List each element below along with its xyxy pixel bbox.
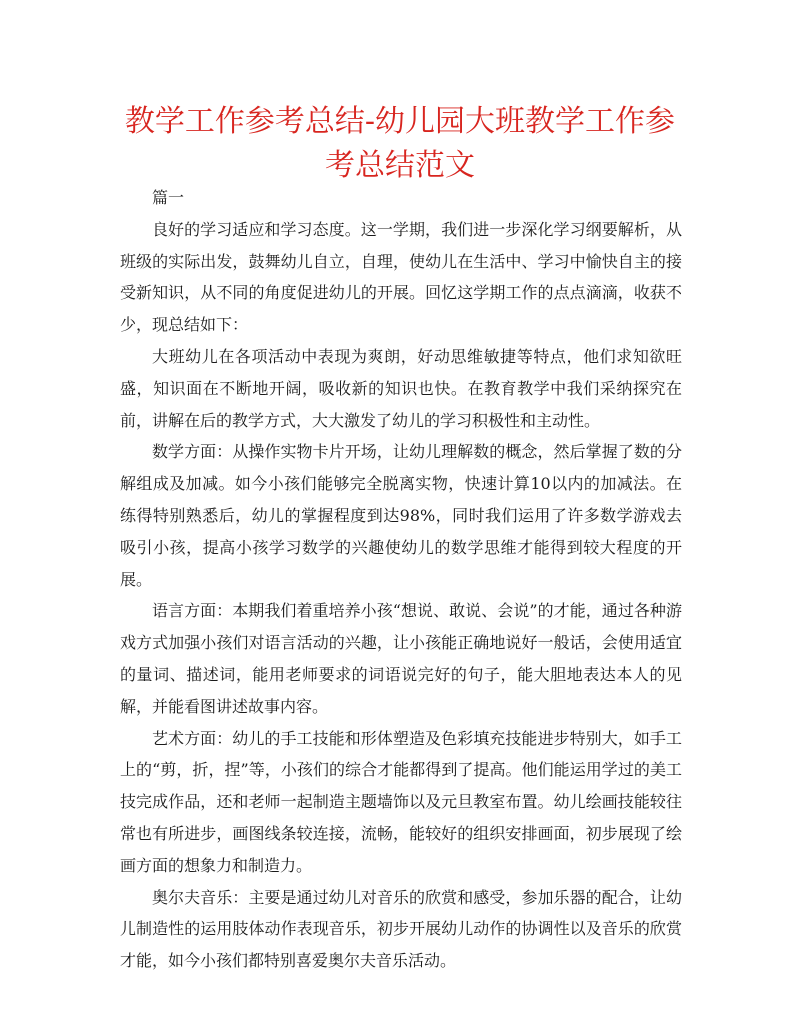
paragraph-math: 数学方面：从操作实物卡片开场，让幼儿理解数的概念，然后掌握了数的分解组成及加减。如今小孩们能够完全脱离实物，快速计算10以内的加减法。在练得特别熟悉后，幼儿的掌握程度到达98%，同时我们运用了许多数学游戏去吸引小孩，提高小孩学习数学的兴趣使幼儿的数学思维才能得到较大程度的开展。 (120, 442, 682, 589)
paragraph-intro: 良好的学习适应和学习态度。这一学期，我们进一步深化学习纲要解析，从班级的实际出发，鼓舞幼儿自立，自理，使幼儿在生活中、学习中愉快自主的接受新知识，从不同的角度促进幼儿的开展。回忆这学期工作的点点滴滴，收获不少，现总结如下： (120, 219, 682, 335)
section-heading: 篇一 (152, 188, 185, 207)
document-title: 教学工作参考总结-幼儿园大班教学工作参考总结范文 (124, 104, 676, 183)
paragraph-orff-music: 奥尔夫音乐：主要是通过幼儿对音乐的欣赏和感受，参加乐器的配合，让幼儿制造性的运用肢体动作表现音乐，初步开展幼儿动作的协调性以及音乐的欣赏才能，如今小孩们都特别喜爱奥尔夫音乐活动。 (120, 887, 682, 971)
paragraph-language: 语言方面：本期我们着重培养小孩“想说、敢说、会说”的才能，通过各种游戏方式加强小孩们对语言活动的兴趣，让小孩能正确地说好一般话，会使用适宜的量词、描述词，能用老师要求的词语说完好的句子，能大胆地表达本人的见解，并能看图讲述故事内容。 (120, 601, 682, 716)
paragraph-class-traits: 大班幼儿在各项活动中表现为爽朗，好动思维敏捷等特点，他们求知欲旺盛，知识面在不断地开阔，吸收新的知识也快。在教育教学中我们采纳探究在前，讲解在后的教学方式，大大激发了幼儿的学习积极性和主动性。 (120, 346, 682, 430)
paragraph-art: 艺术方面：幼儿的手工技能和形体塑造及色彩填充技能进步特别大，如手工上的“剪，折，捏”等，小孩们的综合才能都得到了提高。他们能运用学过的美工技完成作品，还和老师一起制造主题墙饰以及元旦教室布置。幼儿绘画技能较往常也有所进步，画图线条较连接，流畅，能较好的组织安排画面，初步展现了绘画方面的想象力和制造力。 (120, 728, 682, 875)
document-body (120, 182, 682, 977)
